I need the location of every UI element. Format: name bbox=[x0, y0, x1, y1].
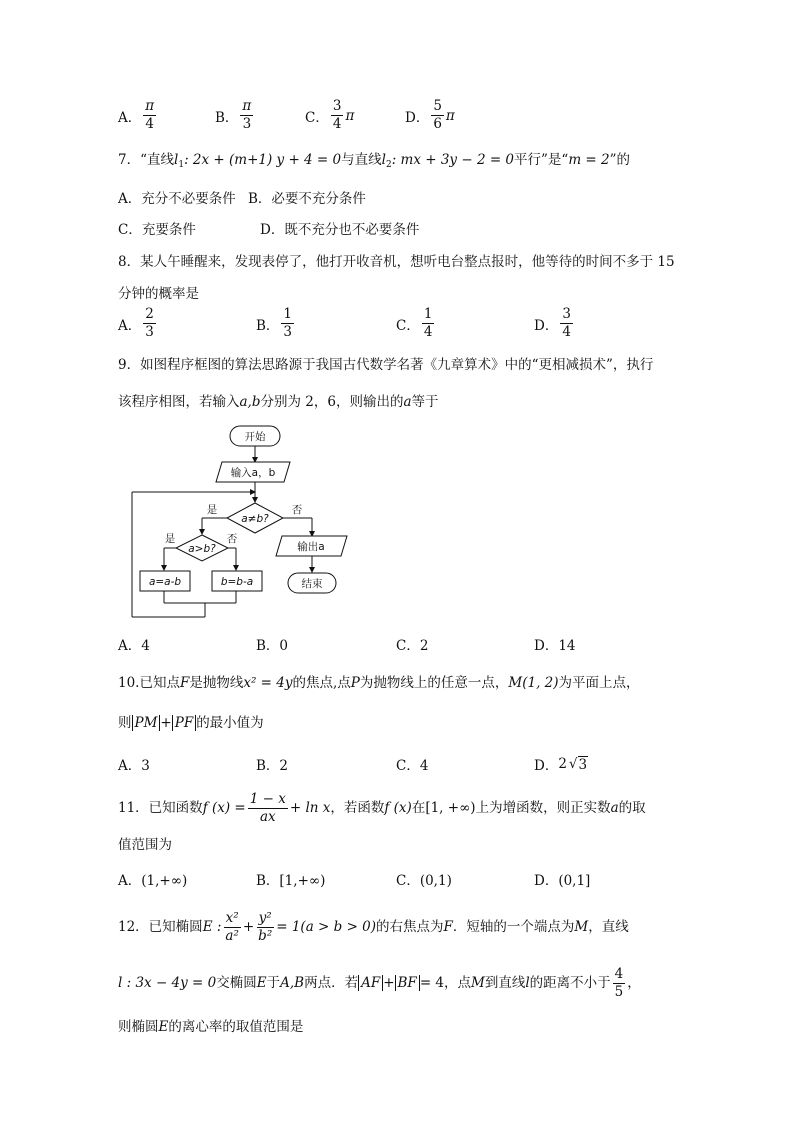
q6-b-den: 3 bbox=[242, 116, 252, 132]
q8-stem-line2: 分钟的概率是 bbox=[118, 286, 199, 302]
q10-option-c: C．4 bbox=[396, 758, 429, 774]
q8-c-num: 1 bbox=[423, 306, 433, 322]
q8-a-label: A． bbox=[118, 317, 142, 334]
q12-text-4: ，直线 bbox=[588, 919, 629, 935]
q9-option-d: D．14 bbox=[534, 638, 576, 654]
q12-plus: + bbox=[242, 919, 255, 935]
q11-option-d: D．(0,1] bbox=[534, 873, 591, 889]
q7-l1-sub: 1 bbox=[178, 160, 185, 170]
q8-d-frac bbox=[560, 306, 573, 341]
q12-y2: y² bbox=[258, 910, 272, 926]
q8-option-b bbox=[256, 306, 296, 341]
q10-option-a: A．3 bbox=[118, 758, 150, 774]
q8-a-num: 2 bbox=[145, 306, 154, 322]
q11-stem-line2: 值范围为 bbox=[118, 837, 172, 853]
q12-b2: b² bbox=[258, 928, 273, 944]
q12-eq4: = 4 bbox=[419, 975, 445, 991]
q9-option-a: A．4 bbox=[118, 638, 150, 654]
q6-b-frac bbox=[240, 98, 253, 133]
q8-c-frac bbox=[422, 306, 435, 341]
q11-text-3: 在 bbox=[411, 800, 426, 816]
flow-input-label: 输入a，b bbox=[230, 467, 276, 479]
q8-c-label: C． bbox=[396, 317, 420, 334]
q11-fx2: f (x) bbox=[384, 800, 412, 816]
q12-text-5: 交椭圆 bbox=[216, 975, 257, 991]
q7-l2-sub: 2 bbox=[385, 160, 392, 170]
q9-flowchart bbox=[125, 420, 355, 625]
q12-frac-y bbox=[256, 910, 274, 945]
flow-cond2-label: a>b? bbox=[188, 543, 216, 555]
q12-text-9: 到直线 bbox=[484, 975, 526, 991]
flow-end-label: 结束 bbox=[301, 578, 323, 590]
q7-option-c: C．充要条件 bbox=[118, 222, 196, 238]
q6-d-frac bbox=[431, 98, 444, 133]
q10-text-2: 是抛物线 bbox=[189, 675, 244, 691]
q11-text-5: 的取 bbox=[618, 800, 646, 816]
q12-BF: BF bbox=[395, 975, 420, 991]
q8-d-den: 4 bbox=[562, 324, 571, 340]
q7-text-4: ”的 bbox=[609, 152, 631, 168]
q12-E2: E bbox=[256, 975, 267, 991]
q11-text-2: ，若函数 bbox=[330, 800, 385, 816]
q12-E3: E bbox=[158, 1019, 169, 1035]
q7-eq1: : 2x + (m+1) y + 4 = 0 bbox=[184, 152, 342, 168]
q9-text-1: 该程序相图，若输入 bbox=[118, 394, 240, 410]
q10-option-b: B．2 bbox=[256, 758, 289, 774]
q6-d-den: 6 bbox=[433, 116, 442, 132]
q6-c-num: 3 bbox=[332, 98, 342, 114]
q10-P: P bbox=[350, 675, 360, 691]
flow-output-label: 输出a bbox=[297, 541, 325, 553]
q12-text-3: ．短轴的一个端点为 bbox=[452, 919, 575, 935]
q11-interval: [1, +∞) bbox=[425, 800, 476, 816]
q11-option-b: B．[1,+∞) bbox=[256, 873, 326, 889]
q10-plus: + bbox=[160, 715, 172, 731]
q10-PF: PF bbox=[172, 715, 196, 731]
q6-b-label: B． bbox=[215, 109, 239, 126]
q12-fd: 5 bbox=[614, 984, 624, 1000]
q8-b-den: 3 bbox=[283, 324, 293, 340]
q12-text-6: 于 bbox=[266, 975, 281, 991]
q6-c-frac bbox=[331, 98, 344, 133]
q9-a: a bbox=[403, 394, 412, 410]
q12-frac-45 bbox=[613, 966, 626, 1001]
q8-a-den: 3 bbox=[145, 324, 154, 340]
q7-l1: l bbox=[174, 152, 179, 168]
q8-d-num: 3 bbox=[562, 306, 571, 322]
q12-AB: A,B bbox=[280, 975, 305, 991]
q9-stem-line2 bbox=[118, 390, 439, 410]
q7-eq2: : mx + 3y − 2 = 0 bbox=[391, 152, 515, 168]
q12-M2: M bbox=[471, 975, 485, 991]
q12-text-13: 的离心率的取值范围是 bbox=[168, 1019, 304, 1035]
q6-option-c bbox=[305, 98, 354, 133]
q10-d-radicand: 3 bbox=[578, 756, 588, 773]
q6-a-num: π bbox=[145, 98, 155, 114]
q7-l2: l bbox=[381, 152, 386, 168]
q8-b-label: B． bbox=[256, 317, 280, 334]
q11-option-c: C．(0,1) bbox=[396, 873, 452, 889]
q10-stem-line1 bbox=[118, 671, 640, 691]
flow-box2-label: b=b-a bbox=[220, 576, 254, 588]
q12-text-10: 的距离不小于 bbox=[529, 975, 611, 991]
q11-text-4: 上为增函数，则正实数 bbox=[475, 800, 611, 816]
q9-option-b: B．0 bbox=[256, 638, 289, 654]
q12-text-7: 两点．若 bbox=[304, 975, 359, 991]
q7-text-1: 7．“直线 bbox=[118, 152, 174, 168]
q11-num: 1 − x bbox=[249, 791, 286, 807]
flow-yes1-label: 是 bbox=[206, 504, 218, 516]
q11-option-a: A．(1,+∞) bbox=[118, 873, 188, 889]
q8-option-d bbox=[534, 306, 575, 341]
flow-cond1-label: a≠b? bbox=[241, 513, 269, 525]
q6-a-den: 4 bbox=[145, 116, 154, 132]
q6-option-d bbox=[405, 98, 455, 133]
q12-text-11: ， bbox=[627, 975, 641, 991]
q6-c-label: C． bbox=[305, 109, 329, 126]
q11-ln: + ln x bbox=[289, 800, 331, 816]
q10-stem-line2 bbox=[118, 711, 264, 731]
q9-text-3: 等于 bbox=[411, 394, 439, 410]
q6-d-pi: π bbox=[445, 107, 455, 124]
q7-option-b: B．必要不充分条件 bbox=[248, 191, 366, 207]
q7-option-a: A．充分不必要条件 bbox=[118, 191, 236, 207]
q12-stem-line1 bbox=[118, 910, 629, 945]
q10-text-6: 则 bbox=[118, 715, 132, 731]
q6-a-frac bbox=[143, 98, 156, 133]
q11-den: ax bbox=[259, 809, 276, 825]
q12-text-2: 的右焦点为 bbox=[376, 919, 444, 935]
q8-option-a bbox=[118, 306, 158, 341]
q8-stem-line1: 8．某人午睡醒来，发现表停了，他打开收音机，想听电台整点报时，他等待的时间不多于 15 bbox=[118, 254, 675, 270]
q8-b-frac bbox=[281, 306, 294, 341]
q9-text-2: 分别为 2，6，则输出的 bbox=[260, 394, 404, 410]
q12-frac-x bbox=[223, 910, 240, 945]
q12-stem-line2 bbox=[118, 966, 641, 1001]
q10-text-3: 的焦点,点 bbox=[292, 675, 351, 691]
q12-l2: l bbox=[525, 975, 530, 991]
q9-ab: a,b bbox=[239, 394, 261, 410]
flow-no2-label: 否 bbox=[226, 533, 238, 545]
q12-a2: a² bbox=[225, 928, 239, 944]
q7-stem bbox=[118, 148, 630, 170]
q12-text-8: ，点 bbox=[444, 975, 472, 991]
q12-AF: AF bbox=[358, 975, 383, 991]
q6-option-a bbox=[118, 98, 158, 133]
q10-option-d: D． 2 √ 3 bbox=[534, 756, 588, 774]
q10-M: M(1, 2) bbox=[508, 675, 559, 691]
q12-stem-line3 bbox=[118, 1015, 303, 1035]
q12-text-1: 12．已知椭圆 bbox=[118, 919, 203, 935]
q7-text-3: 平行”是“ bbox=[514, 152, 569, 168]
q11-frac bbox=[248, 791, 288, 826]
q11-text-1: 11．已知函数 bbox=[118, 800, 203, 816]
q8-c-den: 4 bbox=[423, 324, 433, 340]
q8-option-c bbox=[396, 306, 436, 341]
q10-PM: PM bbox=[132, 715, 161, 731]
q10-d-coef: 2 bbox=[558, 756, 567, 772]
flow-box1-label: a=a-b bbox=[148, 576, 182, 588]
q9-stem-line1: 9．如图程序框图的算法思路源于我国古代数学名著《九章算术》中的“更相减损术”，执行 bbox=[118, 357, 654, 373]
q12-line-l: l : 3x − 4y = 0 bbox=[118, 975, 217, 991]
q6-d-num: 5 bbox=[433, 98, 442, 114]
q12-fn: 4 bbox=[614, 966, 624, 982]
q12-plus2: + bbox=[383, 975, 395, 991]
q10-text-5: 为平面上点， bbox=[558, 675, 640, 691]
flow-no1-label: 否 bbox=[291, 504, 303, 516]
q10-parabola: x² = 4y bbox=[243, 675, 293, 691]
q12-M: M bbox=[574, 919, 589, 935]
q10-text-1: 10.已知点 bbox=[118, 675, 180, 691]
q6-b-num: π bbox=[242, 98, 252, 114]
q11-fx: f (x) = bbox=[202, 800, 246, 816]
flow-yes2-label: 是 bbox=[164, 533, 176, 545]
q12-text-12: 则椭圆 bbox=[118, 1019, 159, 1035]
q6-option-b bbox=[215, 98, 255, 133]
q8-b-num: 1 bbox=[283, 306, 293, 322]
q8-d-label: D． bbox=[534, 317, 559, 334]
q7-text-2: 与直线 bbox=[341, 152, 382, 168]
q7-m-eq: m = 2 bbox=[568, 152, 610, 168]
q11-stem-line1 bbox=[118, 791, 646, 826]
q12-F: F bbox=[443, 919, 453, 935]
q11-a: a bbox=[610, 800, 619, 816]
q12-x2: x² bbox=[225, 910, 239, 926]
q6-a-label: A． bbox=[118, 109, 142, 126]
q12-cond: = 1(a > b > 0) bbox=[276, 919, 377, 935]
q7-option-d: D．既不充分也不必要条件 bbox=[260, 222, 420, 238]
q6-c-den: 4 bbox=[332, 116, 342, 132]
q10-d-label: D． bbox=[534, 758, 559, 774]
q10-text-4: 为抛物线上的任意一点， bbox=[359, 675, 509, 691]
q10-F: F bbox=[179, 675, 190, 691]
q10-text-7: 的最小值为 bbox=[196, 715, 264, 731]
q12-E: E : bbox=[202, 919, 222, 935]
q6-c-pi: π bbox=[345, 107, 355, 124]
q9-option-c: C．2 bbox=[396, 638, 429, 654]
q6-d-label: D． bbox=[405, 109, 430, 126]
flow-start-label: 开始 bbox=[244, 431, 266, 443]
q8-a-frac bbox=[143, 306, 156, 341]
